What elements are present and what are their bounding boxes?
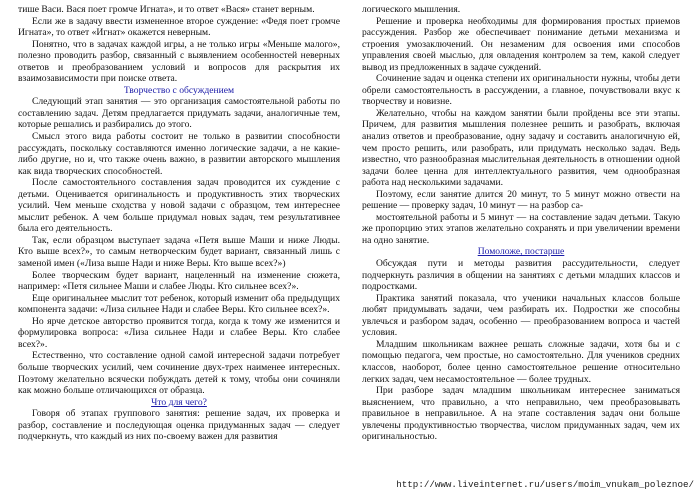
paragraph: Понятно, что в задачах каждой игры, а не только игры «Меньше малого», полезно проводить разбор, связанный с выявлением особенностей неверных ответов и преобразованием условий и вопросов для раскрытия их взаимозависимости при поиске ответа. [18, 38, 340, 85]
section-heading: Творчество с обсуждением [123, 84, 235, 96]
paragraph: При разборе задач младшим школьникам интереснее заниматься выяснением, что правильно, а что неправильно, чем преобразовывать правильное в неправильное. А на этапе составления задач они больше увлечены продуктивностью творчества, числом придуманных задач, чем их оригинальностью. [362, 385, 680, 443]
paragraph: Сочинение задач и оценка степени их оригинальности нужны, чтобы дети обрели самостоятельность в рассуждении, а главное, почувствовали вкус к творчеству и новизне. [362, 73, 680, 108]
section-heading: Что для чего? [151, 396, 207, 408]
paragraph: Но ярче детское авторство проявится тогда, когда к тому же изменится и формулировка вопроса: «Лиза сильнее Нади и слабее Веры. Кто слабее всех?». [18, 315, 340, 350]
paragraph: Естественно, что составление одной самой интересной задачи потребует больше творческих усилий, чем сочинение двух-трех наименее интересных. Поэтому желательно всячески побуждать детей к тому, чтобы они сочиняли как можно больше отличающихся от образца. [18, 350, 340, 397]
paragraph: Более творческим будет вариант, нацеленный на изменение сюжета, например: «Петя сильнее Маши и слабее Люды. Кто сильнее всех?». [18, 269, 340, 293]
paragraph: мостоятельной работы и 5 минут — на составление задач детьми. Такую же пропорцию этих этапов желательно сохранять и при увеличении времени на одно занятие. [362, 211, 680, 246]
paragraph: Так, если образцом выступает задача «Петя выше Маши и ниже Люды. Кто выше всех?», то самым нетворческим будет вариант, связанный лишь с заменой имен («Лиза выше Нади и ниже Веры. Кто выше всех?») [18, 234, 340, 270]
paragraph: Следующий этап занятия — это организация самостоятельной работы по составлению задач. Детям предлагается придумать задачи, аналогичные тем, которые решались и разбирались до этого. [18, 96, 340, 131]
paragraph: Поэтому, если занятие длится 20 минут, то 5 минут можно отвести на решение — проверку задач, 10 минут — на разбор са- [362, 188, 680, 212]
paragraph: тише Васи. Вася поет громче Игната», и то ответ «Вася» станет верным. [18, 4, 315, 15]
paragraph: После самостоятельного составления задач проводится их суждение с детьми. Оценивается оригинальность и продуктивность этих творческих усилий. Чем меньше сходства у новой задачи с образцом, тем интереснее мыслит ребенок. А чем больше придумал новых задач, тем результативнее была его деятельность. [18, 177, 340, 235]
paragraph: Младшим школьникам важнее решать сложные задачи, хотя бы и с помощью педагога, чем простые, но самостоятельно. Для учеников средних классов, наоборот, более ценно самостоятельное решение относительно легких задач, чем несамостоятельное — более трудных. [362, 338, 680, 385]
paragraph: Обсуждая пути и методы развития рассудительности, следует подчеркнуть различия в общении на занятиях с детьми младших классов и подростками. [362, 258, 680, 293]
paragraph: Если же в задачу ввести измененное второе суждение: «Федя поет громче Игната», то ответ «Игнат» окажется неверным. [18, 15, 340, 39]
paragraph: Практика занятий показала, что ученики начальных классов больше любят придумывать задачи, чем разбирать их. Подростки же способны увлечься и разбором задач, особенно — преобразованием вопроса и частей условия. [362, 292, 680, 339]
paragraph: Желательно, чтобы на каждом занятии были пройдены все эти этапы. Причем, для развития мышления полезнее решить и разобрать, включая анализ ответов и преобразование, одну задачу и составить аналогичную ей, чем просто решить, или разобрать, или придумать несколько задач. Ведь известно, что разнообразная мыслительная деятельность в отношении одной задачи более ценна для интеллектуального развития, чем однообразная работа над несколькими задачами. [362, 107, 680, 189]
paragraph: Смысл этого вида работы состоит не только в развитии способности рассуждать, поскольку составляются именно логические задачи, а не какие-либо другие, но и, что также очень важно, в развитии авторского мышления как вида творческих способностей. [18, 131, 340, 177]
left-column [18, 4, 340, 443]
right-column [362, 4, 680, 443]
paragraph: Говоря об этапах группового занятия: решение задач, их проверка и разбор, составление и последующая оценка придуманных задач — следует подчеркнуть, что каждый из них по-своему важен для развития [18, 408, 340, 443]
section-heading: Помоложе, постарше [477, 246, 565, 258]
paragraph: логического мышления. [362, 4, 461, 15]
paragraph: Решение и проверка необходимы для формирования простых приемов рассуждения. Разбор же обеспечивает понимание детьми механизма и строения умозаключений. Он незаменим для освоения ими способов управления своей мыслью, для овладения контролем за тем, какой следует вывод из предложенных в задаче суждений. [362, 15, 680, 73]
paragraph: Еще оригинальнее мыслит тот ребенок, который изменит оба предыдущих компонента задачи: «Лиза сильнее Нади и слабее Веры. Кто сильнее всех?». [18, 292, 340, 316]
source-url: http://www.liveinternet.ru/users/moim_vnukam_poleznoe/ [396, 479, 694, 490]
